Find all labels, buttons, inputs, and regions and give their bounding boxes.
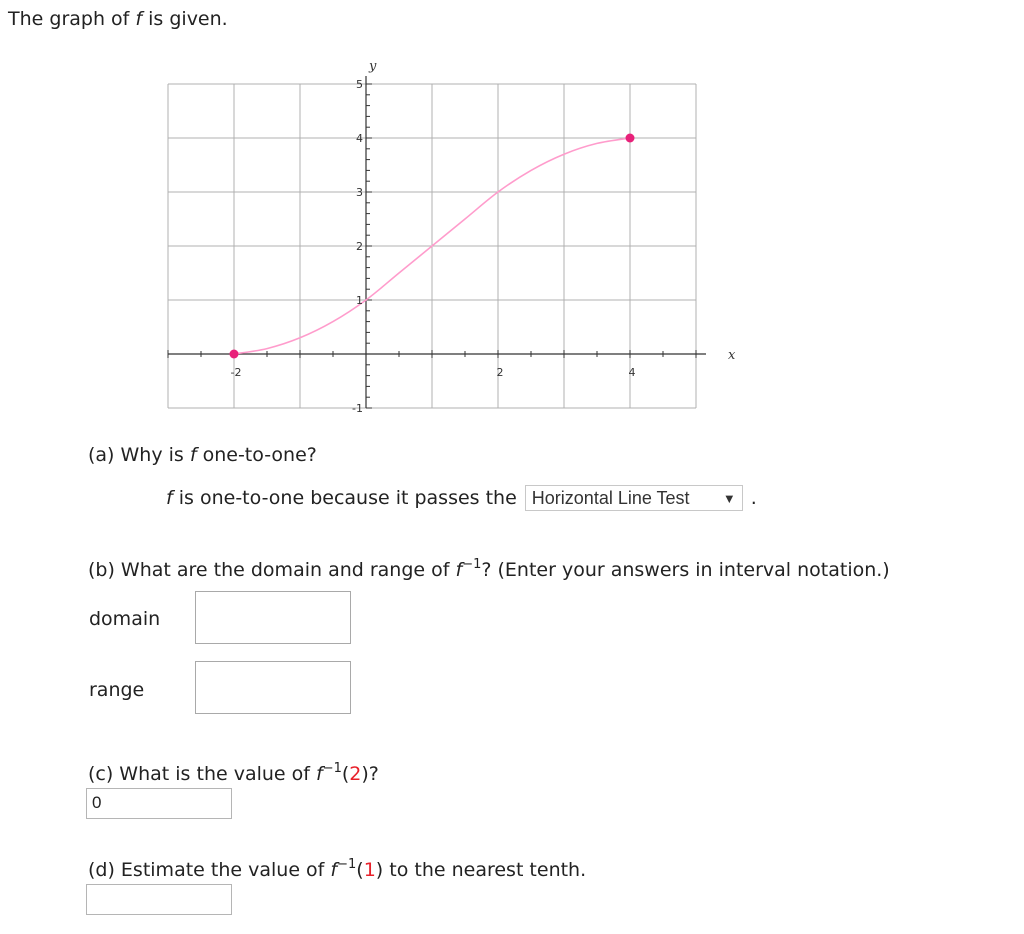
part-b-fn: f	[455, 559, 463, 581]
x-axis-label: x	[728, 348, 736, 363]
x-tick-label: -2	[230, 366, 242, 379]
part-c-open: (	[341, 763, 350, 785]
part-b-prefix: (b) What are the domain and range of	[88, 559, 456, 581]
endpoint-dot	[230, 350, 239, 359]
part-a-trailing-period: .	[750, 487, 757, 509]
part-a-suffix: one-to-one?	[196, 444, 317, 466]
part-c-prefix: (c) What is the value of	[88, 763, 316, 785]
intro-fn: f	[135, 8, 143, 30]
intro-prefix: The graph of	[8, 8, 136, 30]
part-c-arg: 2	[349, 763, 362, 785]
range-label: range	[89, 679, 145, 701]
part-c-input[interactable]	[86, 788, 232, 819]
y-tick-label: 5	[356, 78, 363, 91]
x-tick-label: 2	[496, 366, 504, 379]
y-tick-label: 2	[356, 240, 363, 253]
part-c-sup: −1	[322, 761, 342, 776]
intro-suffix: is given.	[142, 8, 228, 30]
part-c-close: )?	[361, 763, 379, 785]
horizontal-line-test-dropdown[interactable]	[525, 485, 743, 511]
dropdown-arrow-icon: ▼	[722, 490, 736, 506]
part-d-sup: −1	[337, 857, 357, 872]
y-tick-label: 4	[356, 132, 363, 145]
part-a-question	[88, 444, 317, 466]
part-d-open: (	[356, 859, 364, 881]
labels-layer	[231, 59, 736, 415]
part-d-question	[88, 857, 586, 881]
function-graph	[150, 50, 736, 420]
part-c-fn: f	[316, 763, 323, 785]
part-d-fn: f	[330, 859, 338, 881]
part-d-close: ) to the nearest tenth.	[375, 859, 587, 881]
part-a-answer-row	[166, 485, 757, 511]
part-d-prefix: (d) Estimate the value of	[88, 859, 331, 881]
part-b-suffix: ? (Enter your answers in interval notation.)	[481, 559, 890, 581]
y-tick-label: -1	[352, 402, 363, 415]
x-tick-label: 4	[628, 366, 636, 379]
domain-label: domain	[89, 608, 161, 630]
dropdown-selected-value: Horizontal Line Test	[531, 487, 690, 508]
endpoint-dot	[626, 134, 635, 143]
intro-text	[8, 8, 228, 30]
part-c-value: 0	[92, 793, 102, 812]
part-a-answer-fn: f	[166, 487, 173, 509]
y-tick-label: 3	[356, 186, 363, 199]
part-b-question	[88, 557, 890, 581]
part-d-arg: 1	[363, 859, 376, 881]
range-input[interactable]	[195, 661, 351, 714]
part-d-input[interactable]	[86, 884, 232, 915]
part-b-sup: −1	[462, 557, 482, 572]
domain-input[interactable]	[195, 591, 351, 644]
y-tick-label: 1	[356, 294, 363, 307]
y-axis-label: y	[369, 59, 377, 74]
part-a-answer-text: is one-to-one because it passes the	[172, 487, 517, 509]
part-a-prefix: (a) Why is	[88, 444, 190, 466]
part-c-question	[88, 761, 379, 785]
part-a-fn: f	[189, 444, 197, 466]
